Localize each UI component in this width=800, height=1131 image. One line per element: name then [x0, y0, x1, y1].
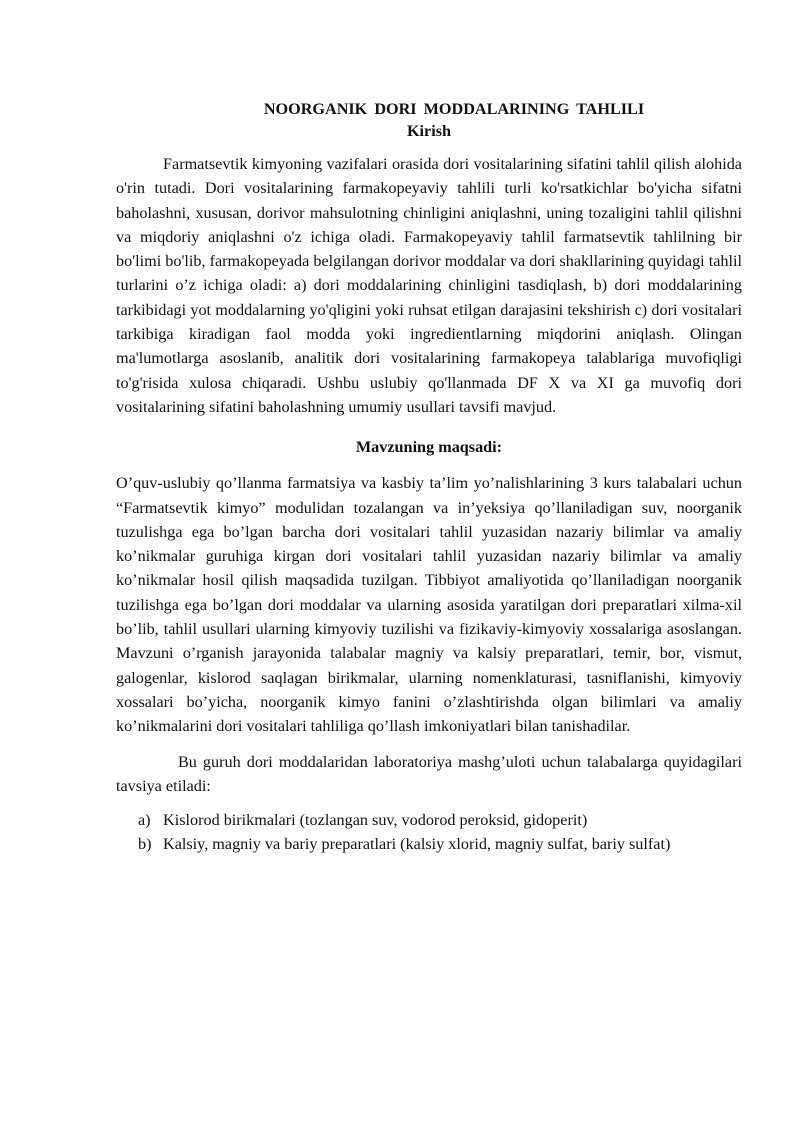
goal-heading: Mavzuning maqsadi: — [355, 438, 503, 457]
document-page — [116, 98, 742, 857]
goal-paragraph: O’quv-uslubiy qo’llanma farmatsiya va kasbiy ta’lim yo’nalishlarining 3 kurs talabalari uchun “Farmatsevtik kimyo” modulidan tozalangan va in’yeksiya qo’llaniladigan suv, noorganik tuzulishga ega bo’lgan barcha dori vositalari tahlil yuzasidan nazariy bilimlar va amaliy ko’nikmalar guruhiga kirgan dori vositalari tahlil yuzasidan nazariy bilimlar va amaliy ko’nikmalar hosil qilish maqsadida tuzilgan. Tibbiyot amaliyotida qo’llaniladigan noorganik tuzilishga ega bo’lgan dori moddalar va ularning asosida yaratilgan dori preparatlari xilma-xil bo’lib, tahlil usullari ularning kimyoviy tuzilishi va fizikaviy-kimyoviy xossalariga asoslangan. Mavzuni o’rganish jarayonida talabalar magniy va kalsiy preparatlari, temir, bor, vismut, galogenlar, kislorod saqlagan birikmalar, ularning nomenklaturasi, tasniflanishi, kimyoviy xossalari bo’yicha, noorganik kimyo fanini o’zlashtirishda olgan bilimlari va amaliy ko’nikmalarini dori vositalari tahliliga qo’llash imkoniyatlari bilan tanishadilar. — [116, 474, 742, 736]
list-marker: b) — [138, 835, 152, 854]
lab-paragraph: Bu guruh dori moddalaridan laboratoriya mashg’uloti uchun talabalarga quyidagilari tavsiya etiladi: — [116, 752, 742, 795]
list-marker: a) — [138, 811, 151, 830]
list-item — [116, 832, 742, 856]
list-item-text: Kalsiy, magniy va bariy preparatlari (kalsiy xlorid, magniy sulfat, bariy sulfat) — [163, 835, 671, 854]
list-item — [116, 808, 742, 832]
list-item-text: Kislorod birikmalari (tozlangan suv, vodorod peroksid, gidoperit) — [163, 811, 588, 830]
intro-paragraph: Farmatsevtik kimyoning vazifalari orasida dori vositalarining sifatini tahlil qilish alohida o'rin tutadi. Dori vositalarining farmakopeyaviy tahlili turli ko'rsatkichlar bo'yicha sifatni baholashni, xususan, dorivor mahsulotning chinligini aniqlashni, uning tozaligini tahlil qilishni va miqdoriy aniqlashni o'z ichiga oladi. Farmakopeyaviy tahlil farmatsevtik tahlilning bir bo'limi bo'lib, farmakopeyada belgilangan dorivor moddalar va dori shakllarining quyidagi tahlil turlarini o’z ichiga oladi: a) dori moddalarining chinligini tasdiqlash, b) dori moddalarining tarkibidagi yot moddalarning yo'qligini yoki ruhsat etilgan darajasini tekshirish c) dori vositalari tarkibiga kiradigan faol modda yoki ingredientlarning miqdorini aniqlash. Olingan ma'lumotlarga asoslanib, analitik dori vositalarining farmakopeya talablariga muvofiqligi to'g'risida xulosa chiqaradi. Ushbu uslubiy qo'llanmada DF X va XI ga muvofiq dori vositalarining sifatini baholashning umumiy usullari tavsifi mavjud. — [116, 155, 742, 416]
document-subtitle: Kirish — [406, 122, 452, 140]
lab-list — [116, 808, 742, 857]
document-title: NOORGANIK DORI MODDALARINING TAHLILI — [263, 100, 645, 118]
